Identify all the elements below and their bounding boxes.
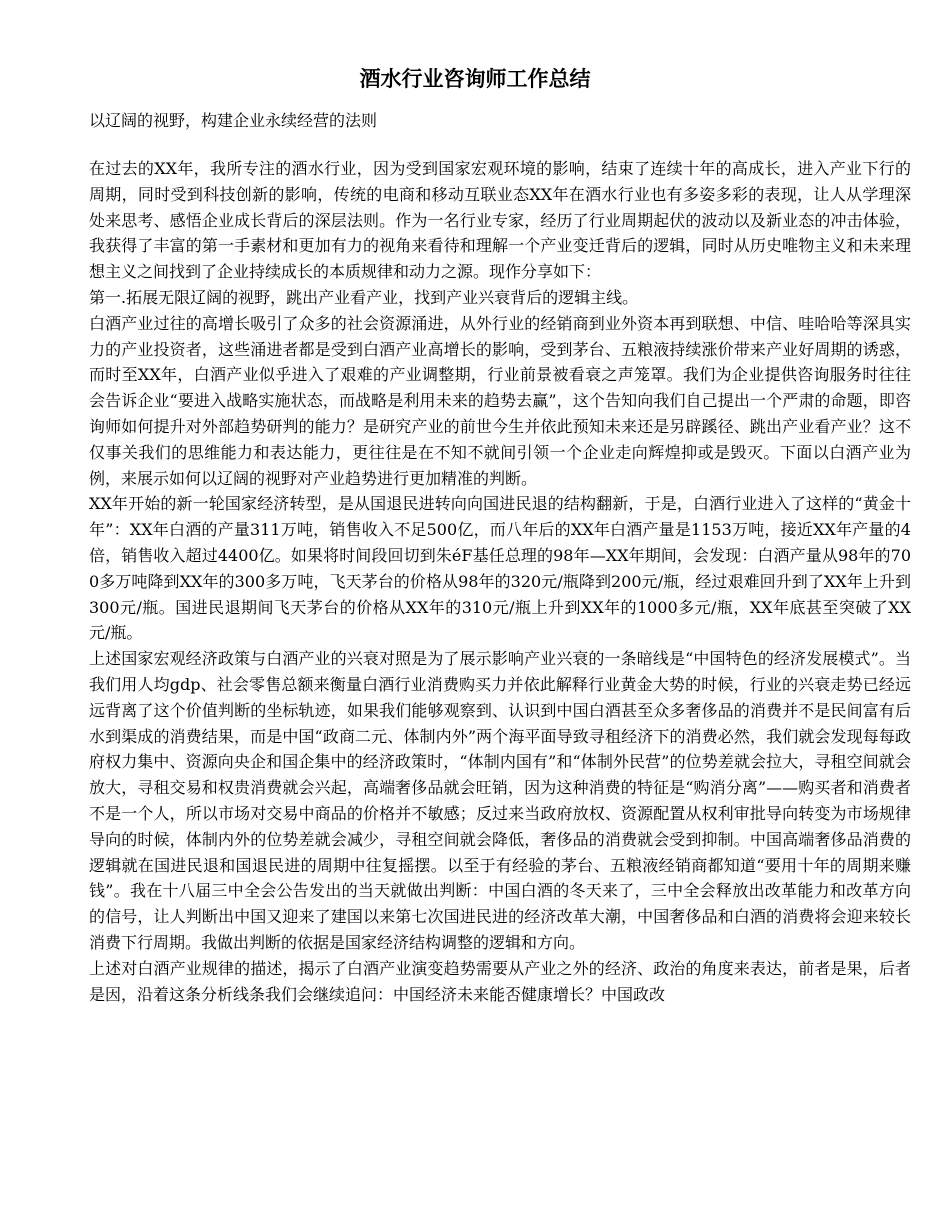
paragraph-golden-decade: XX年开始的新一轮国家经济转型，是从国退民进转向向国进民退的结构翻新，于是，白酒行业进入了这样的“黄金十年”：XX年白酒的产量311万吨，销售收入不足500亿，而八年后的XX年白酒产量是1153万吨，接近XX年产量的4倍，销售收入超过4400亿。如果将时间段回切到朱éF基任总理的98年—XX年期间，会发现：白酒产量从98年的700多万吨降到XX年的300多万吨，飞天茅台的价格从98年的320元/瓶降到200元/瓶，经过艰难回升到了XX年上升到300元/瓶。国进民退期间飞天茅台的价格从XX年的310元/瓶上升到XX年的1000多元/瓶，XX年底甚至突破了XX元/瓶。 (89, 494, 911, 643)
paragraph-intro: 在过去的XX年，我所专注的酒水行业，因为受到国家宏观环境的影响，结束了连续十年的高成长，进入产业下行的周期，同时受到科技创新的影响，传统的电商和移动互联业态XX年在酒水行业也有多姿多彩的表现，让人从学理深处来思考、感悟企业成长背后的深层法则。作为一名行业专家，经历了行业周期起伏的波动以及新业态的冲击体验，我获得了丰富的第一手素材和更加有力的视角来看待和理解一个产业变迁背后的逻辑，同时从历史唯物主义和未来理想主义之间找到了企业持续成长的本质规律和动力之源。现作分享如下： (89, 159, 911, 282)
document-subtitle: 以辽阔的视野，构建企业永续经营的法则 (89, 111, 378, 130)
section-heading-first: 第一.拓展无限辽阔的视野，跳出产业看产业，找到产业兴衰背后的逻辑主线。 (89, 287, 639, 307)
document-title: 酒水行业咨询师工作总结 (359, 66, 591, 91)
paragraph-macro-policy: 上述国家宏观经济政策与白酒产业的兴衰对照是为了展示影响产业兴衰的一条暗线是“中国特色的经济发展模式”。当我们用人均gdp、社会零售总额来衡量白酒行业消费购买力并依此解释行业黄金大势的时候，行业的兴衰走势已经远远背离了这个价值判断的坐标轨迹，如果我们能够观察到、认识到中国白酒甚至众多奢侈品的消费并不是民间富有后水到渠成的消费结果，而是中国“政商二元、体制内外”两个海平面导致寻租经济下的消费必然，我们就会发现每每政府权力集中、资源向央企和国企集中的经济政策时，“体制内国有”和“体制外民营”的位势差就会拉大，寻租空间就会放大，寻租交易和权贵消费就会兴起，高端奢侈品就会旺销，因为这种消费的特征是“购消分离”——购买者和消费者不是一个人，所以市场对交易中商品的价格并不敏感；反过来当政府放权、资源配置从权利审批导向转变为市场规律导向的时候，体制内外的位势差就会减少，寻租空间就会降低，奢侈品的消费就会受到抑制。中国高端奢侈品消费的逻辑就在国进民退和国退民进的周期中往复摇摆。以至于有经验的茅台、五粮液经销商都知道“要用十年的周期来赚钱”。我在十八届三中全会公告发出的当天就做出判断：中国白酒的冬天来了，三中全会释放出改革能力和改革方向的信号，让人判断出中国又迎来了建国以来第七次国进民进的经济改革大潮，中国奢侈品和白酒的消费将会迎来较长消费下行周期。我做出判断的依据是国家经济结构调整的逻辑和方向。 (89, 649, 911, 952)
paragraph-industry-growth: 白酒产业过往的高增长吸引了众多的社会资源涌进，从外行业的经销商到业外资本再到联想、中信、哇哈哈等深具实力的产业投资者，这些涌进者都是受到白酒产业高增长的影响，受到茅台、五粮液持续涨价带来产业好周期的诱惑，而时至XX年，白酒产业似乎进入了艰难的产业调整期，行业前景被看衰之声笼罩。我们为企业提供咨询服务时往往会告诉企业“要进入战略实施状态，而战略是利用未来的趋势去赢”，这个告知向我们自己提出一个严肃的命题，即咨询师如何提升对外部趋势研判的能力？是研究产业的前世今生并依此预知未来还是另辟蹊径、跳出产业看产业？这不仅事关我们的思维能力和表达能力，更往往是在不知不就间引领一个企业走向辉煌抑或是毁灭。下面以白酒产业为例，来展示如何以辽阔的视野对产业趋势进行更加精准的判断。 (89, 313, 911, 488)
document-body (89, 156, 911, 1007)
paragraph-conclusion: 上述对白酒产业规律的描述，揭示了白酒产业演变趋势需要从产业之外的经济、政治的角度来表达，前者是果，后者是因，沿着这条分析线条我们会继续追问：中国经济未来能否健康增长？中国政改 (89, 958, 911, 1004)
